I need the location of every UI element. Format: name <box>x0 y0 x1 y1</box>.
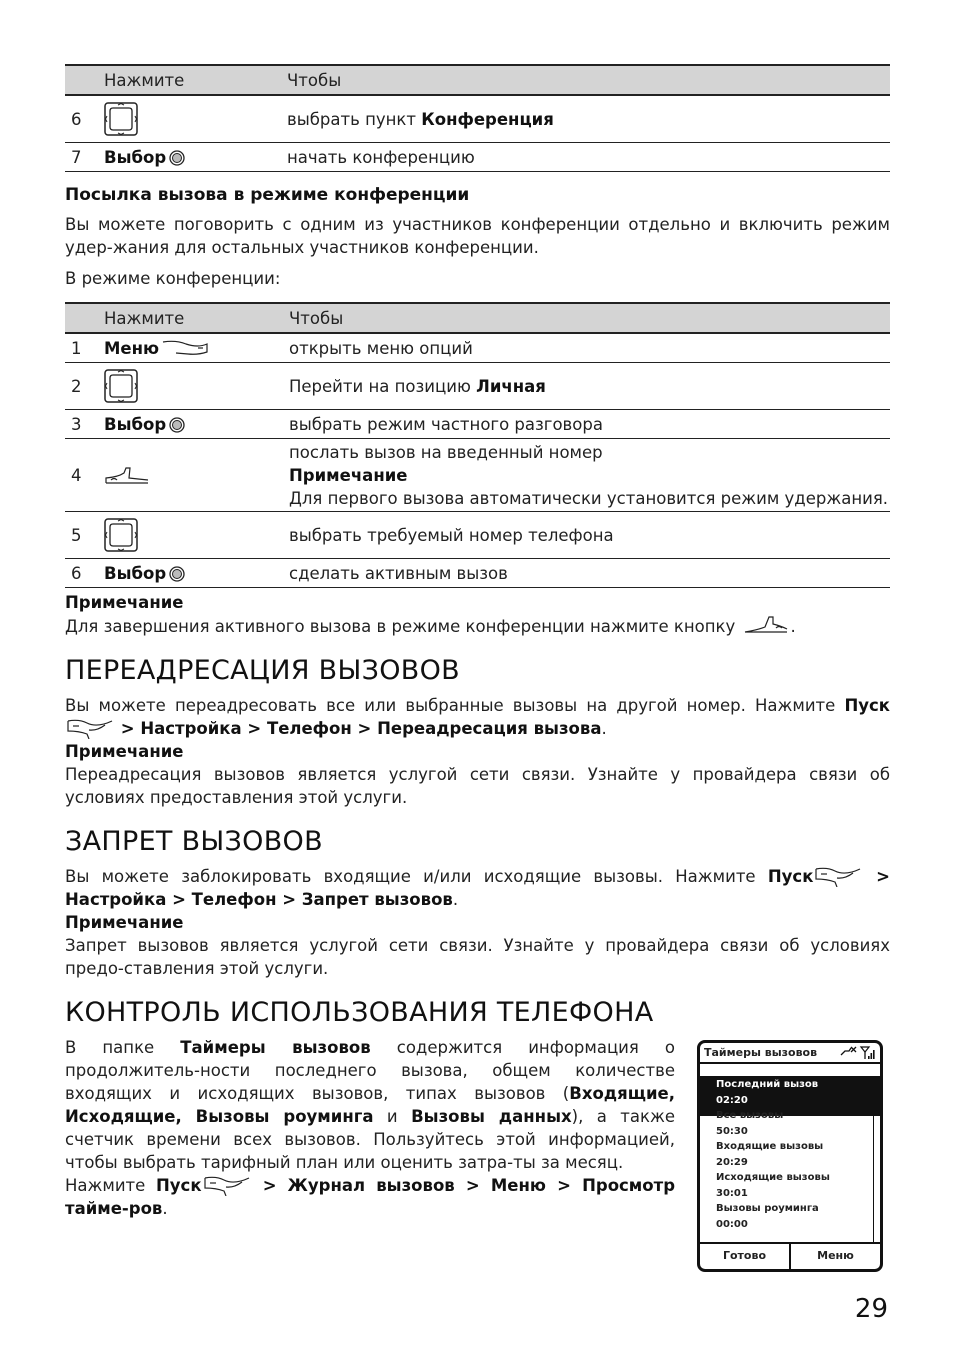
table-row <box>65 95 890 143</box>
key-label: Выбор <box>104 414 167 434</box>
step-number: 1 <box>65 333 104 363</box>
list-item: 20:29 <box>716 1156 748 1168</box>
paragraph: Вы можете переадресовать все или выбранные вызовы на другой номер. Нажмите Пуск > Настройка > Телефон > Переадресация вызова. <box>65 696 890 738</box>
table-header <box>65 303 890 333</box>
key-label: Выбор <box>104 147 167 167</box>
list-item: Вызовы роуминга <box>716 1203 819 1214</box>
manual-page <box>65 64 890 1262</box>
paragraph: Запрет вызовов является услугой сети связи. Узнайте у провайдера связи об условиях предо-ставления этой услуги. <box>65 936 890 978</box>
step-number: 7 <box>65 143 104 172</box>
section-heading: ЗАПРЕТ ВЫЗОВОВ <box>65 826 323 857</box>
paragraph: В папке Таймеры вызовов содержится информация о продолжитель-ности последнего вызова, общем количестве входящих и исходящих вызовов, типах вызовов (Входящие, Исходящие, Вызовы роуминга и Вызовы данных), а также счетчик времени всех вызовов. Пользуйтесь этой информацией, чтобы выбрать тарифный план или оценить затра-ты за месяц. <box>65 1038 675 1172</box>
paragraph: Нажмите Пуск > Журнал вызовов > Меню > Просмотр тайме-ров. <box>65 1176 676 1218</box>
ok-key-icon <box>169 417 185 433</box>
step-action: начать конференцию <box>287 143 890 172</box>
table-row <box>65 143 890 172</box>
start-softkey-icon <box>204 1174 250 1196</box>
list-item: 00:00 <box>716 1218 748 1230</box>
key-label: Выбор <box>104 563 167 583</box>
ok-key-icon <box>169 566 185 582</box>
menu-path: > Журнал вызовов > Меню > Просмотр тайме-ров <box>65 1176 676 1218</box>
section-heading: КОНТРОЛЬ ИСПОЛЬЗОВАНИЯ ТЕЛЕФОНА <box>65 997 654 1028</box>
step-action: выбрать пункт <box>287 109 422 129</box>
table-row <box>65 363 890 410</box>
key-label: Меню <box>104 338 160 358</box>
navigation-key-icon <box>104 369 138 403</box>
column-press: Нажмите <box>104 303 289 333</box>
step-number: 2 <box>65 363 104 410</box>
paragraph: Переадресация вызовов является услугой сети связи. Узнайте у провайдера связи об условиях предоставления этой услуги. <box>65 765 890 807</box>
usage-section <box>65 1036 890 1262</box>
list-item: Входящие вызовы <box>716 1141 824 1152</box>
note-title: Примечание <box>65 742 184 761</box>
step-number: 5 <box>65 512 104 559</box>
phone-screen-illustration <box>697 1040 883 1272</box>
note-title: Примечание <box>289 465 408 485</box>
start-label: Пуск <box>767 867 814 886</box>
step-action: послать вызов на введенный номер <box>289 442 603 462</box>
section-heading: Посылка вызова в режиме конференции <box>65 185 470 205</box>
end-call-key-icon <box>743 614 789 636</box>
step-number: 6 <box>65 559 104 588</box>
paragraph: Вы можете заблокировать входящие и/или исходящие вызовы. Нажмите Пуск > Настройка > Телефон > Запрет вызовов. <box>65 867 890 909</box>
start-softkey-icon <box>67 717 113 739</box>
signal-status-icon <box>840 1045 876 1060</box>
list-item: 02:20 <box>716 1094 748 1106</box>
table-row <box>65 410 890 439</box>
timers-list <box>716 1077 870 1232</box>
table-header <box>65 65 890 95</box>
note-text: Для завершения активного вызова в режиме конференции нажмите кнопку <box>65 617 736 636</box>
table-row <box>65 512 890 559</box>
step-number: 4 <box>65 439 104 512</box>
start-softkey-icon <box>815 865 861 887</box>
steps-table-1 <box>65 64 890 172</box>
step-number: 6 <box>65 95 104 143</box>
note-title: Примечание <box>65 913 184 932</box>
column-press: Нажмите <box>104 65 287 95</box>
step-action: открыть меню опций <box>289 333 890 363</box>
start-label: Пуск <box>844 696 890 715</box>
menu-path: > Настройка > Телефон > Запрет вызовов <box>65 867 890 909</box>
navigation-key-icon <box>104 518 138 552</box>
ok-key-icon <box>169 150 185 166</box>
step-action: сделать активным вызов <box>289 559 890 588</box>
step-action-bold: Личная <box>476 376 546 396</box>
step-action: выбрать требуемый номер телефона <box>289 512 890 559</box>
column-to: Чтобы <box>289 303 890 333</box>
step-action: выбрать режим частного разговора <box>289 410 890 439</box>
right-softkey-icon <box>162 339 208 357</box>
step-number: 3 <box>65 410 104 439</box>
menu-path: > Настройка > Телефон > Переадресация вызова <box>115 719 602 738</box>
screen-title-bar <box>700 1043 880 1064</box>
softkey-bar <box>700 1242 880 1269</box>
screen-title: Таймеры вызовов <box>704 1046 818 1059</box>
scrollbar <box>873 1116 878 1244</box>
list-item: Исходящие вызовы <box>716 1172 830 1183</box>
note-block: Примечание Для завершения активного вызова в режиме конференции нажмите кнопку . <box>65 593 796 636</box>
list-item: 30:01 <box>716 1187 748 1199</box>
list-item: Последний вызов <box>716 1079 819 1090</box>
navigation-key-icon <box>104 102 138 136</box>
step-action-bold: Конференция <box>421 109 554 129</box>
table-row <box>65 333 890 363</box>
section-heading: ПЕРЕАДРЕСАЦИЯ ВЫЗОВОВ <box>65 655 460 686</box>
table-row <box>65 559 890 588</box>
steps-table-2 <box>65 302 890 588</box>
call-key-icon <box>104 466 150 486</box>
column-to: Чтобы <box>287 65 890 95</box>
softkey-menu: Меню <box>817 1249 854 1262</box>
list-item: Все вызовы <box>716 1110 784 1121</box>
note-title: Примечание <box>65 593 184 612</box>
start-label: Пуск <box>155 1176 202 1195</box>
paragraph: В режиме конференции: <box>65 269 281 288</box>
list-item: 50:30 <box>716 1125 748 1137</box>
paragraph: Вы можете поговорить с одним из участников конференции отдельно и включить режим удер-жания для остальных участников конференции. <box>65 215 890 257</box>
softkey-done: Готово <box>700 1244 791 1269</box>
page-number: 29 <box>854 1294 888 1324</box>
table-row <box>65 439 890 512</box>
step-action: Перейти на позицию <box>289 376 477 396</box>
note-text: Для первого вызова автоматически установится режим удержания. <box>289 488 888 508</box>
